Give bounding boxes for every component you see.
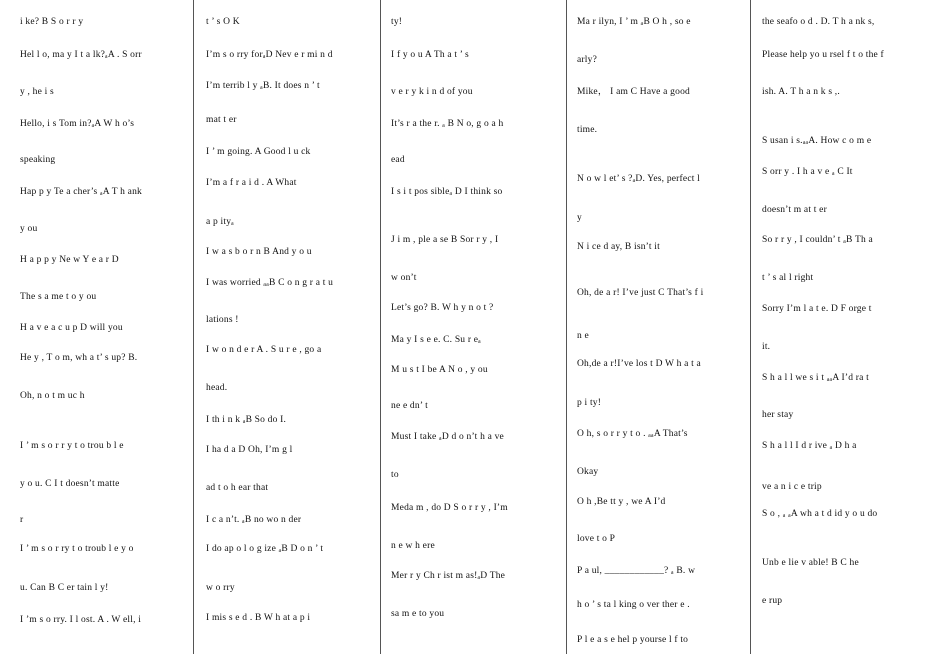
text-line: Let’s go? B. W h y n o t ? bbox=[391, 303, 494, 313]
text-line: ad t o h ear that bbox=[206, 483, 269, 493]
text-line: r bbox=[20, 515, 24, 525]
text-line: I ’ m s o r ry t o troub l e y o bbox=[20, 544, 134, 554]
text-line: The s a me t o y ou bbox=[20, 292, 97, 302]
text-line: love t o P bbox=[577, 534, 616, 544]
text-line: I’m terrib l y ₐB. It does n ’ t bbox=[206, 81, 320, 91]
text-line: I ha d a D Oh, I’m g l bbox=[206, 445, 293, 455]
text-line: t ’ s O K bbox=[206, 17, 240, 27]
text-line: arly? bbox=[577, 55, 597, 65]
text-line: v e r y k i n d of you bbox=[391, 87, 473, 97]
text-line: Mike， I am C Have a good bbox=[577, 87, 690, 97]
text-line: I th i n k ₐB So do I. bbox=[206, 415, 287, 425]
text-line: lations ! bbox=[206, 315, 239, 325]
text-line: y ou bbox=[20, 224, 38, 234]
text-line: Oh, de a r! I’ve just C That’s f i bbox=[577, 288, 704, 298]
text-line: S h a l l we s i t ₐₐA I’d ra t bbox=[762, 373, 869, 383]
text-line: n e bbox=[577, 331, 589, 341]
text-line: He y , T o m, wh a t’ s up? B. bbox=[20, 353, 138, 363]
column-divider bbox=[750, 0, 751, 654]
text-line: Hel l o, ma y I t a lk?ₐA . S orr bbox=[20, 50, 142, 60]
text-line: Ma y I s e e. C. Su r eₐ bbox=[391, 335, 481, 345]
text-line: t ’ s al l right bbox=[762, 273, 814, 283]
text-line: I w a s b o r n B And y o u bbox=[206, 247, 312, 257]
text-line: I ’m s o rry. I l ost. A . W ell, i bbox=[20, 615, 142, 625]
text-line: N i ce d ay, B isn’t it bbox=[577, 242, 660, 252]
text-line: Oh, n o t m uc h bbox=[20, 391, 85, 401]
column-4 bbox=[567, 0, 750, 672]
column-divider bbox=[193, 0, 194, 654]
text-line: Must I take ₐD d o n’t h a ve bbox=[391, 432, 504, 442]
text-line: y , he i s bbox=[20, 87, 54, 97]
text-line: S usan i s.ₐₐA. How c o m e bbox=[762, 136, 872, 146]
text-line: N o w l et’ s ?ₐD. Yes, perfect l bbox=[577, 174, 700, 184]
text-line: J i m , ple a se B Sor r y , I bbox=[391, 235, 499, 245]
text-line: e rup bbox=[762, 596, 783, 606]
text-line: Mer r y Ch r ist m as!ₐD The bbox=[391, 571, 506, 581]
text-line: w on’t bbox=[391, 273, 417, 283]
text-line: O h, s o r r y t o . ₐₐA That’s bbox=[577, 429, 688, 439]
text-line: S h a l l I d r ive ₐ D h a bbox=[762, 441, 857, 451]
text-line: her stay bbox=[762, 410, 794, 420]
text-line: I ’ m s o r r y t o trou b l e bbox=[20, 441, 124, 451]
text-line: I’m s o rry forₐD Nev e r mi n d bbox=[206, 50, 333, 60]
text-line: So r r y , I couldn’ t ₐB Th a bbox=[762, 235, 873, 245]
text-line: P a ul, ____________? ₐ B. w bbox=[577, 566, 696, 576]
text-line: ish. A. T h a n k s ,. bbox=[762, 87, 840, 97]
column-3 bbox=[381, 0, 566, 672]
text-line: u. Can B C er tain l y! bbox=[20, 583, 109, 593]
text-line: Please help yo u rsel f t o the f bbox=[762, 50, 884, 60]
text-line: It’s r a the r. ₐ B N o, g o a h bbox=[391, 119, 504, 129]
text-line: I mis s e d . B W h at a p i bbox=[206, 613, 311, 623]
text-line: Meda m , do D S o r r y , I’m bbox=[391, 503, 508, 513]
text-line: Hap p y Te a cher’s ₐA T h ank bbox=[20, 187, 142, 197]
text-line: H a p p y Ne w Y e a r D bbox=[20, 255, 119, 265]
text-line: y bbox=[577, 213, 582, 223]
text-line: Okay bbox=[577, 467, 599, 477]
text-line: I f y o u A Th a t ’ s bbox=[391, 50, 469, 60]
text-line: Hello, i s Tom in?ₐA W h o’s bbox=[20, 119, 135, 129]
text-line: w o rry bbox=[206, 583, 235, 593]
text-line: S orr y . I h a v e ₐ C It bbox=[762, 167, 853, 177]
text-line: y o u. C I t doesn’t matte bbox=[20, 479, 120, 489]
text-line: sa m e to you bbox=[391, 609, 445, 619]
text-line: Ma r ilyn, I ’ m ₐB O h , so e bbox=[577, 17, 691, 27]
text-line: a p ityₐ bbox=[206, 217, 234, 227]
text-line: Oh,de a r!I’ve los t D W h a t a bbox=[577, 359, 701, 369]
text-line: p i ty! bbox=[577, 398, 602, 408]
text-line: I ’ m going. A Good l u ck bbox=[206, 147, 311, 157]
text-line: speaking bbox=[20, 155, 56, 165]
text-line: time. bbox=[577, 125, 598, 135]
text-line: to bbox=[391, 470, 399, 480]
text-line: ne e dn’ t bbox=[391, 401, 428, 411]
text-line: n e w h ere bbox=[391, 541, 435, 551]
text-line: O h ,Be tt y , we A I’d bbox=[577, 497, 666, 507]
text-line: I c a n’t. ₐB no wo n der bbox=[206, 515, 302, 525]
text-line: it. bbox=[762, 342, 771, 352]
column-5 bbox=[752, 0, 942, 672]
text-line: head. bbox=[206, 383, 228, 393]
text-line: i ke? B S o r r y bbox=[20, 17, 84, 27]
text-line: mat t er bbox=[206, 115, 237, 125]
column-1 bbox=[10, 0, 193, 672]
text-line: I’m a f r a i d . A What bbox=[206, 178, 297, 188]
text-line: I w o n d e r A . S u r e , go a bbox=[206, 345, 322, 355]
text-line: Sorry I’m l a t e. D F orge t bbox=[762, 304, 872, 314]
text-line: Unb e lie v able! B C he bbox=[762, 558, 859, 568]
text-line: the seafo o d . D. T h a nk s, bbox=[762, 17, 875, 27]
text-line: I s i t pos sibleₐ D I think so bbox=[391, 187, 503, 197]
text-line: ead bbox=[391, 155, 405, 165]
text-line: ty! bbox=[391, 17, 403, 27]
text-line: M u s t I be A N o , y ou bbox=[391, 365, 488, 375]
column-2 bbox=[196, 0, 380, 672]
text-line: S o , ₐ ₐA wh a t d id y o u do bbox=[762, 509, 878, 519]
text-line: h o ’ s ta l king o ver ther e . bbox=[577, 600, 690, 610]
text-line: P l e a s e hel p yourse l f to bbox=[577, 635, 689, 645]
text-line: I do ap o l o g ize ₐB D o n ’ t bbox=[206, 544, 324, 554]
text-line: doesn’t m at t er bbox=[762, 205, 827, 215]
text-line: I was worried ₐₐB C o n g r a t u bbox=[206, 278, 334, 288]
text-line: ve a n i c e trip bbox=[762, 482, 822, 492]
text-line: H a v e a c u p D will you bbox=[20, 323, 123, 333]
